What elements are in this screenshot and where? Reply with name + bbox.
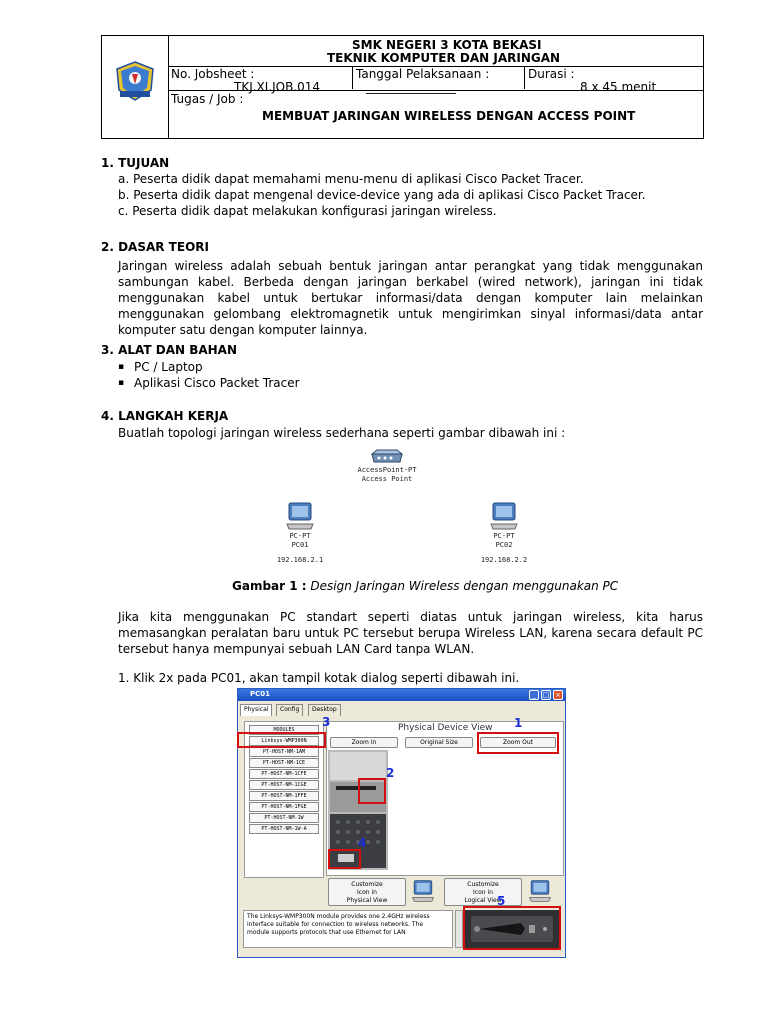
marker-number: 5 (497, 894, 506, 908)
department-name: TEKNIK KOMPUTER DAN JARINGAN (327, 51, 561, 65)
jobsheet-label: No. Jobsheet : (171, 67, 255, 81)
module-item[interactable]: PT-HOST-NM-1AM (249, 747, 319, 757)
highlight-box (328, 849, 361, 869)
marker-number: 1 (514, 716, 523, 730)
section-title-alat-bahan: 3. ALAT DAN BAHAN (101, 343, 238, 357)
date-label: Tanggal Pelaksanaan : (356, 67, 490, 81)
marker-number: 2 (386, 766, 395, 780)
module-item[interactable]: PT-HOST-NM-1FGE (249, 802, 319, 812)
dasar-teori-paragraph: Jaringan wireless adalah sebuah bentuk jaringan antar perangkat yang tidak menggunakan sambungan kabel. Berbeda dengan jaringan berkabel (wired network), jaringan ini tidak menggunakan kabel untuk bertukar informasi/data dengan komputer lain melainkan menggunakan gelombang elektromagnetik untuk mengirimkan sinyal informasi/data antar komputer satu dengan komputer lainnya. (118, 259, 703, 337)
pc-icon (411, 879, 435, 903)
figure-caption (232, 579, 618, 594)
task-title: MEMBUAT JARINGAN WIRELESS DENGAN ACCESS POINT (262, 109, 636, 123)
module-item[interactable]: PT-HOST-NM-1FFE (249, 791, 319, 801)
module-item[interactable]: PT-HOST-NM-1W (249, 813, 319, 823)
module-item[interactable]: PT-HOST-NM-1CGE (249, 780, 319, 790)
dialog-titlebar (238, 689, 565, 701)
module-item[interactable]: PT-HOST-NM-1CFE (249, 769, 319, 779)
pc01-icon (285, 502, 315, 530)
ap-label-type: AccessPoint-PT (357, 466, 417, 474)
duration-label: Durasi : (528, 67, 575, 81)
module-description: The Linksys-WMP300N module provides one 2.4GHz wireless interface suitable for connection to wireless networks. The module supports protocols that use Ethernet for LAN (243, 910, 453, 948)
bullet-text: Aplikasi Cisco Packet Tracer (134, 376, 300, 390)
date-value: _______________ (366, 80, 456, 94)
physical-view-title: Physical Device View (398, 723, 493, 733)
bullet-text: PC / Laptop (134, 360, 203, 374)
task-label: Tugas / Job : (171, 92, 244, 106)
pc02-label-name: PC02 (495, 541, 513, 549)
duration-value: 8 x 45 menit (580, 80, 657, 94)
figure-caption-text: Design Jaringan Wireless dengan menggunakan PC (310, 579, 619, 593)
ap-label (352, 466, 422, 484)
close-icon[interactable]: × (553, 690, 563, 700)
school-name: SMK NEGERI 3 KOTA BEKASI (352, 38, 542, 52)
section-title-langkah-kerja: 4. LANGKAH KERJA (101, 409, 229, 423)
highlight-box (237, 732, 326, 748)
tab-physical[interactable]: Physical (240, 704, 272, 716)
pc-icon (528, 879, 552, 903)
pc01-ip: 192.168.2.1 (276, 556, 324, 564)
pc02-ip: 192.168.2.2 (480, 556, 528, 564)
section-title-dasar-teori: 2. DASAR TEORI (101, 240, 209, 254)
step-1: 1. Klik 2x pada PC01, akan tampil kotak dialog seperti dibawah ini. (118, 671, 520, 685)
tab-desktop[interactable]: Desktop (308, 704, 341, 716)
langkah-intro: Buatlah topologi jaringan wireless sederhana seperti gambar dibawah ini : (118, 426, 566, 440)
section-title-tujuan: 1. TUJUAN (101, 156, 170, 170)
header-divider (168, 36, 169, 138)
list-item: c. Peserta didik dapat melakukan konfigurasi jaringan wireless. (118, 204, 497, 218)
zoom-in-button[interactable]: Zoom In (330, 737, 398, 748)
maximize-icon[interactable]: □ (542, 691, 550, 699)
bullet-item (118, 360, 203, 375)
description-scrollbar[interactable] (455, 910, 463, 948)
dialog-title: PC01 (250, 690, 271, 698)
access-point-icon (369, 447, 405, 465)
list-item: b. Peserta didik dapat mengenal device-device yang ada di aplikasi Cisco Packet Tracer. (118, 188, 646, 202)
highlight-box (463, 906, 561, 950)
header-divider (524, 66, 525, 89)
minimize-icon[interactable]: _ (529, 690, 539, 700)
pc01-label (268, 532, 332, 565)
tab-config[interactable]: Config (276, 704, 303, 716)
header-divider (352, 66, 353, 89)
marker-number: 3 (322, 715, 331, 729)
modules-header: MODULES (249, 725, 319, 735)
header-table (101, 35, 704, 139)
pc02-label (472, 532, 536, 565)
zoom-out-button[interactable]: Zoom Out (480, 737, 556, 748)
customize-physical-button[interactable]: Customize Icon in Physical View (328, 878, 406, 906)
highlight-box (358, 778, 386, 804)
customize-logical-button[interactable]: Customize Icon in Logical View (444, 878, 522, 906)
bullet-item (118, 376, 300, 391)
ap-label-name: Access Point (361, 475, 413, 483)
pc02-icon (489, 502, 519, 530)
list-item: a. Peserta didik dapat memahami menu-menu di aplikasi Cisco Packet Tracer. (118, 172, 584, 186)
school-logo (114, 60, 156, 102)
figure-caption-label: Gambar 1 : (232, 579, 307, 593)
pc01-label-type: PC-PT (289, 532, 311, 540)
module-item[interactable]: PT-HOST-NM-1W-A (249, 824, 319, 834)
module-item[interactable]: PT-HOST-NM-1CE (249, 758, 319, 768)
jobsheet-value: TKJ.XI.JOB.014 (234, 80, 321, 94)
original-size-button[interactable]: Original Size (405, 737, 473, 748)
wlan-paragraph: Jika kita menggunakan PC standart seperti diatas untuk jaringan wireless, kita harus memasangkan peralatan baru untuk PC tersebut berupa Wireless LAN, karena secara default PC tersebut hanya mempunyai sebuah LAN Card tanpa WLAN. (118, 610, 703, 656)
pc02-label-type: PC-PT (493, 532, 515, 540)
module-item-linksys[interactable]: Linksys-WMP300N (249, 736, 319, 746)
pc01-label-name: PC01 (291, 541, 309, 549)
highlight-box (477, 732, 559, 754)
marker-number: 4 (358, 836, 367, 850)
